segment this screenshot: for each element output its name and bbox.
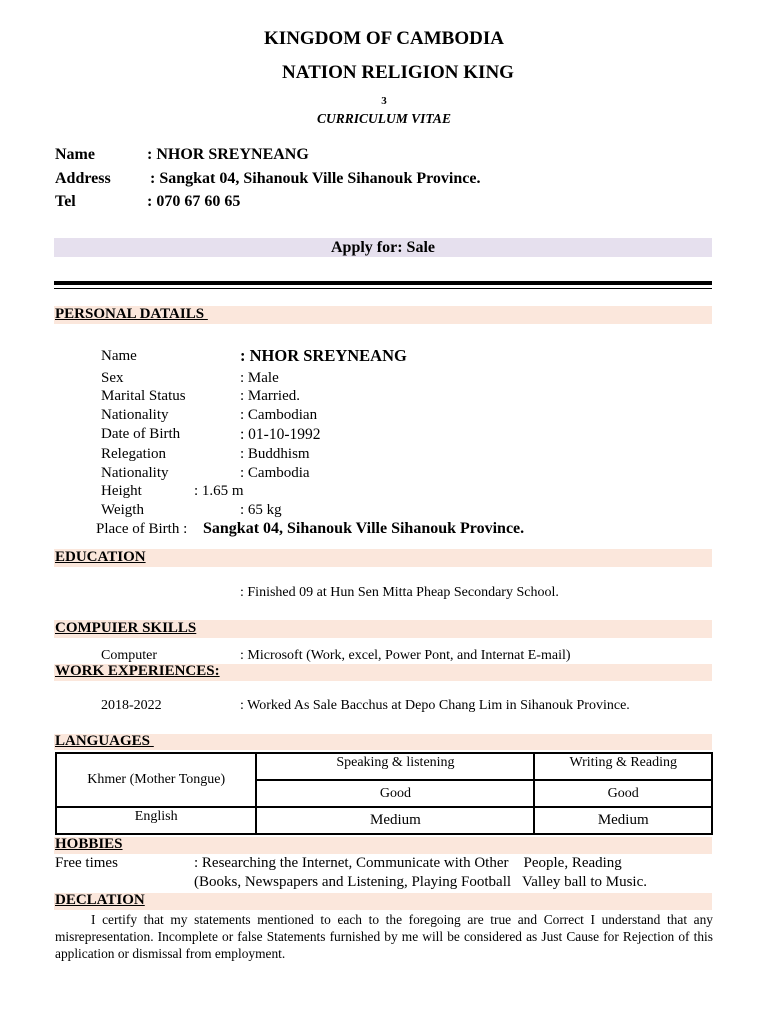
work-period: 2018-2022 bbox=[101, 698, 162, 713]
contact-name-value: : NHOR SREYNEANG bbox=[147, 146, 309, 163]
personal-value-birthplace: Sangkat 04, Sihanouk Ville Sihanouk Province. bbox=[203, 520, 525, 537]
document-title: CURRICULUM VITAE bbox=[317, 111, 451, 126]
work-text: : Worked As Sale Bacchus at Depo Chang Lim in Sihanouk Province. bbox=[240, 698, 630, 713]
personal-label-sex: Sex bbox=[101, 370, 124, 386]
divider-thin bbox=[54, 288, 712, 289]
languages-english-speaking: Medium bbox=[256, 807, 534, 834]
languages-khmer-speaking: Good bbox=[256, 780, 534, 807]
contact-tel-value: : 070 67 60 65 bbox=[147, 193, 241, 210]
apply-for-text: Apply for: Sale bbox=[331, 239, 435, 256]
personal-value-nationality-2: : Cambodia bbox=[240, 465, 310, 481]
languages-english-writing: Medium bbox=[534, 807, 712, 834]
personal-label-nationality: Nationality bbox=[101, 407, 169, 423]
computer-label: Computer bbox=[101, 648, 157, 663]
personal-label-birthplace: Place of Birth : bbox=[96, 521, 188, 537]
page-number: 3 bbox=[381, 95, 387, 107]
languages-cell-english: English bbox=[56, 807, 256, 834]
section-heading-education: EDUCATION bbox=[55, 549, 146, 565]
personal-value-name: : NHOR SREYNEANG bbox=[240, 346, 407, 365]
computer-value: : Microsoft (Work, excel, Power Pont, and Internat E-mail) bbox=[240, 648, 571, 663]
languages-table bbox=[55, 752, 713, 835]
personal-value-marital: : Married. bbox=[240, 388, 300, 404]
declaration-text: I certify that my statements mentioned to each to the foregoing are true and Correct I understand that any misrepresentation. Incomplete or false Statements furnished by me will be considered as Just Cause for Rejection of this application or dismissal from employment. bbox=[55, 912, 713, 961]
personal-label-dob: Date of Birth bbox=[101, 426, 181, 442]
divider-thick bbox=[54, 281, 712, 285]
personal-value-weight: : 65 kg bbox=[240, 502, 282, 518]
languages-header-writing: Writing & Reading bbox=[534, 753, 712, 780]
section-heading-declaration: DECLATION bbox=[55, 892, 145, 908]
languages-khmer-writing: Good bbox=[534, 780, 712, 807]
languages-cell-khmer: Khmer (Mother Tongue) bbox=[56, 753, 256, 807]
personal-label-weight: Weigth bbox=[101, 502, 144, 518]
personal-label-name: Name bbox=[101, 348, 137, 364]
personal-label-height: Height bbox=[101, 483, 142, 499]
contact-tel-label: Tel bbox=[55, 193, 76, 210]
languages-header-speaking: Speaking & listening bbox=[256, 753, 534, 780]
personal-label-marital: Marital Status bbox=[101, 388, 186, 404]
section-band-declaration bbox=[54, 893, 712, 910]
hobbies-line-2: (Books, Newspapers and Listening, Playing Football Valley ball to Music. bbox=[194, 874, 648, 890]
section-band-hobbies bbox=[54, 837, 712, 854]
motto: NATION RELIGION KING bbox=[282, 62, 514, 83]
hobbies-line-1: : Researching the Internet, Communicate with Other People, Reading bbox=[194, 855, 622, 871]
personal-value-religion: : Buddhism bbox=[240, 446, 310, 462]
section-heading-computer: COMPUIER SKILLS bbox=[55, 620, 197, 636]
personal-label-religion: Relegation bbox=[101, 446, 166, 462]
hobbies-label: Free times bbox=[55, 855, 118, 871]
section-heading-work: WORK EXPERIENCES: bbox=[55, 663, 220, 679]
contact-address-label: Address bbox=[55, 170, 111, 187]
section-heading-personal: PERSONAL DATAILS bbox=[55, 306, 208, 322]
personal-value-height: : 1.65 m bbox=[194, 483, 244, 499]
personal-value-sex: : Male bbox=[240, 370, 279, 386]
personal-value-dob: : 01-10-1992 bbox=[240, 426, 321, 443]
contact-address-value: : Sangkat 04, Sihanouk Ville Sihanouk Province. bbox=[150, 170, 481, 187]
section-band-education bbox=[54, 549, 712, 567]
contact-name-label: Name bbox=[55, 146, 95, 163]
section-heading-languages: LANGUAGES bbox=[55, 733, 154, 749]
education-text: : Finished 09 at Hun Sen Mitta Pheap Secondary School. bbox=[240, 585, 559, 600]
section-heading-hobbies: HOBBIES bbox=[55, 836, 123, 852]
personal-label-nationality-2: Nationality bbox=[101, 465, 169, 481]
personal-value-nationality: : Cambodian bbox=[240, 407, 318, 423]
country-title: KINGDOM OF CAMBODIA bbox=[264, 28, 504, 49]
